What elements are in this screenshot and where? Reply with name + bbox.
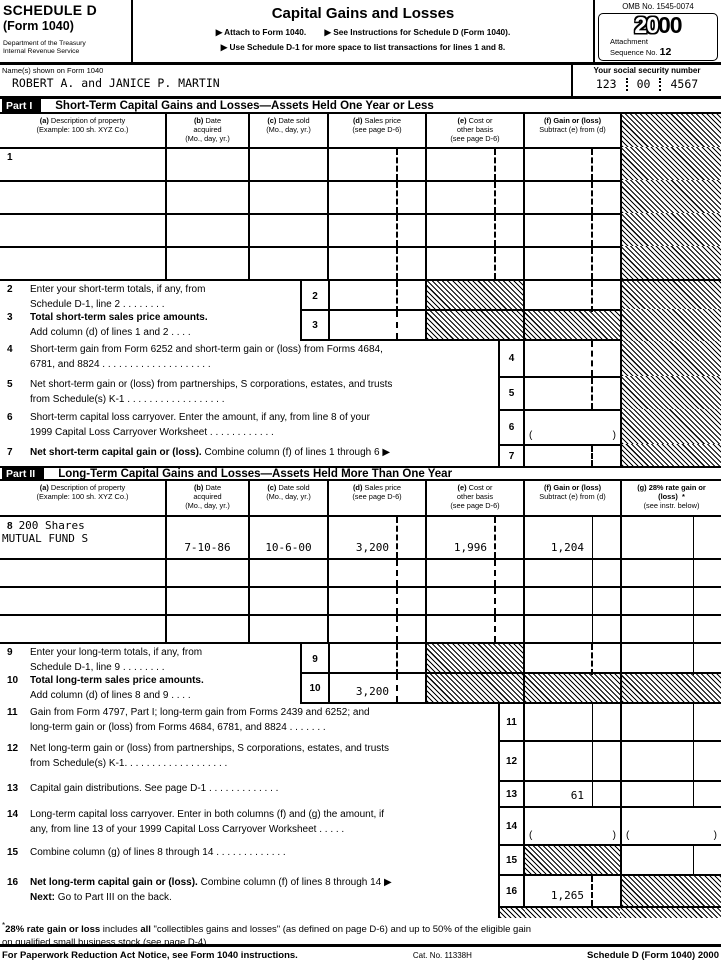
line11-box-number: 11	[498, 704, 525, 740]
line5-row	[0, 376, 721, 409]
line8-28pct-cell[interactable]	[620, 558, 721, 586]
schedule-label: SCHEDULE D	[3, 2, 98, 18]
line1-date-acquired-cell[interactable]	[165, 213, 248, 246]
attachment-sequence: Attachment Sequence No. 12	[610, 37, 672, 58]
part1-lines-2-3	[0, 281, 721, 341]
line14-carryover-f-cell[interactable]: ( )	[525, 806, 620, 844]
line14-row	[0, 806, 721, 844]
attach-notes	[133, 27, 593, 37]
line1-gain-loss-cell[interactable]	[523, 213, 620, 246]
line11-text: 11 Gain from Form 4797, Part I; long-term gain from Forms 2439 and 6252; and long-term gain or (loss) from Forms 4684, 6781, and 8824 . . . . . . .	[7, 707, 370, 733]
line7-amount-cell[interactable]	[525, 444, 620, 466]
line1-date-sold-cell[interactable]	[248, 180, 327, 213]
part1-header-bar	[0, 99, 721, 114]
line9-row	[0, 644, 721, 672]
line3-text: 3 Total short-term sales price amounts. Add column (d) of lines 1 and 2 . . . .	[7, 312, 208, 338]
bottom-strip-hatch	[620, 906, 721, 918]
line10-sales-price-cell[interactable]: 3,200	[330, 672, 425, 704]
line15-box-number: 15	[498, 844, 525, 874]
part1-hatched-column	[620, 147, 721, 180]
col-c-header: (c) Date sold (Mo., day, yr.)	[248, 481, 327, 515]
line12-28pct-cell[interactable]	[620, 740, 721, 780]
line10-hatched-area	[620, 672, 721, 704]
omb-number: OMB No. 1545-0074	[622, 2, 694, 11]
line8-description-cell[interactable]	[0, 614, 165, 642]
line8-data-row	[0, 515, 721, 558]
line5-box-number: 5	[498, 376, 525, 409]
line12-row	[0, 740, 721, 780]
line1-sales-price-cell[interactable]	[327, 180, 425, 213]
part1-hatched-column	[620, 341, 721, 376]
line14-carryover-g-cell[interactable]: ( )	[620, 806, 721, 844]
use-schedule-d1-note: ▶ Use Schedule D-1 for more space to list transactions for lines 1 and 8.	[220, 42, 506, 52]
col-c-header: (c) Date sold (Mo., day, yr.)	[248, 114, 327, 147]
ssn-separator	[659, 78, 661, 91]
line9-28pct-cell[interactable]	[620, 644, 721, 675]
part1-title: Short-Term Capital Gains and Losses—Assets Held One Year or Less	[55, 99, 434, 112]
line8-extra-row	[0, 558, 721, 586]
form-header	[0, 0, 721, 65]
attach-note: ▶ Attach to Form 1040.	[215, 27, 307, 37]
taxpayer-name-value[interactable]: ROBERT A. and JANICE P. MARTIN	[12, 76, 220, 90]
part1-label: Part I	[2, 99, 41, 112]
line1-date-sold-cell[interactable]	[248, 213, 327, 246]
line1-date-acquired-cell[interactable]	[165, 246, 248, 279]
line13-box-number: 13	[498, 780, 525, 806]
part1-hatched-column	[620, 114, 721, 147]
part1-hatched-column	[620, 376, 721, 409]
line10-hatched-area	[523, 672, 620, 704]
line8-date-acquired-cell[interactable]	[165, 586, 248, 614]
form-footer-id: Schedule D (Form 1040) 2000	[587, 950, 719, 961]
line5-text: 5 Net short-term gain or (loss) from partnerships, S corporations, estates, and trusts from Schedule(s) K-1 . . . . . . . . . . . . . . . . . .	[7, 379, 393, 405]
line10-hatched-area	[425, 672, 523, 704]
line15-text: 15 Combine column (g) of lines 8 through 14 . . . . . . . . . . . . .	[7, 847, 286, 858]
line1-description-cell[interactable]	[0, 246, 165, 279]
part1-hatched-column	[620, 444, 721, 466]
line2-gain-loss-cell[interactable]	[523, 281, 620, 312]
part1-line1-row	[0, 180, 721, 213]
line7-box-number: 7	[498, 444, 525, 466]
line12-box-number: 12	[498, 740, 525, 780]
footnote-star: *	[2, 921, 6, 930]
col-a-header: (a) Description of property (Example: 100 sh. XYZ Co.)	[36, 483, 129, 502]
line8-description-cell[interactable]	[0, 586, 165, 614]
line2-box-number: 2	[300, 281, 330, 312]
line8-date-sold-cell[interactable]: 10-6-00	[248, 515, 327, 558]
bottom-strip-hatch	[498, 906, 525, 918]
line8-date-acquired-cell[interactable]: 7-10-86	[165, 515, 248, 558]
part1-line1-row	[0, 147, 721, 180]
col-a-header: (a) Description of property (Example: 100 sh. XYZ Co.)	[36, 116, 129, 135]
line1-gain-loss-cell[interactable]	[523, 246, 620, 279]
part2-title: Long-Term Capital Gains and Losses—Assets Held More Than One Year	[58, 467, 453, 480]
line2-row	[0, 281, 721, 309]
part1-hatched-column	[620, 180, 721, 213]
form-title: Capital Gains and Losses	[271, 5, 455, 22]
omb-block	[593, 0, 721, 62]
line8-description-1[interactable]: 200 Shares	[18, 519, 85, 532]
form-id-block	[0, 0, 133, 62]
paperwork-notice: For Paperwork Reduction Act Notice, see Form 1040 instructions.	[2, 950, 298, 961]
line8-gain-loss-cell[interactable]: 1,204	[523, 515, 620, 558]
line7-text: 7 Net short-term capital gain or (loss). Combine column (f) of lines 1 through 6 ▶	[7, 447, 391, 458]
line16-hatched-g	[620, 874, 721, 906]
line8-cost-basis-cell[interactable]	[425, 558, 523, 586]
line11-gain-cell[interactable]	[525, 704, 620, 740]
line9-hatched-cost	[425, 644, 523, 675]
line1-date-sold-cell[interactable]	[248, 147, 327, 180]
col-b-header: (b) Date acquired (Mo., day, yr.)	[165, 114, 248, 147]
line15-28pct-cell[interactable]	[620, 844, 721, 874]
line8-sales-price-cell[interactable]	[327, 614, 425, 642]
line14-box-number: 14	[498, 806, 525, 844]
line8-description-cell[interactable]	[0, 558, 165, 586]
line6-amount-cell[interactable]: ( )	[525, 409, 620, 444]
line16-text: 16 Net long-term capital gain or (loss). Combine column (f) of lines 8 through 14 ▶ Next: Go to Part III on the back.	[7, 877, 392, 903]
line8-date-sold-cell[interactable]	[248, 586, 327, 614]
line8-date-sold-cell[interactable]	[248, 614, 327, 642]
line2-text: 2 Enter your short-term totals, if any, from Schedule D-1, line 2 . . . . . . . .	[7, 284, 206, 310]
line4-row	[0, 341, 721, 376]
line8-28pct-cell[interactable]	[620, 586, 721, 614]
tax-year: 2000	[634, 12, 682, 38]
col-g-header: (g) 28% rate gain or (loss) * (see instr. below)	[620, 481, 721, 515]
line8-cost-basis-cell[interactable]: 1,996	[425, 515, 523, 558]
line8-sales-price-cell[interactable]	[327, 558, 425, 586]
line1-date-acquired-cell[interactable]	[165, 147, 248, 180]
part1-hatched-column	[620, 309, 721, 341]
line1-cost-basis-cell[interactable]	[425, 246, 523, 279]
line5-amount-cell[interactable]	[525, 376, 620, 409]
bottom-strip-empty	[0, 906, 498, 918]
line8-description-2[interactable]: MUTUAL FUND S	[2, 532, 89, 545]
footnote-28pct: *28% rate gain or loss includes all "collectibles gains and losses" (as defined on page D-6) and up to 50% of the eligible gain on qualified small business stock (see page D-4).	[2, 921, 532, 948]
line15-hatched-f	[525, 844, 620, 874]
form-number: (Form 1040)	[3, 19, 74, 33]
part1-line1-row	[0, 246, 721, 279]
part1-column-header-row	[0, 114, 721, 147]
line1-description-cell[interactable]	[0, 180, 165, 213]
line6-row	[0, 409, 721, 444]
line9-sales-price-cell[interactable]	[330, 644, 425, 675]
line13-distributions-cell[interactable]: 61	[525, 780, 620, 806]
line16-net-gain-cell[interactable]: 1,265	[525, 874, 620, 906]
name-field[interactable]	[0, 65, 571, 96]
line12-text: 12 Net long-term gain or (loss) from partnerships, S corporations, estates, and trusts from Schedule(s) K-1. . . . . . . . . . . . . . . . . . .	[7, 743, 390, 769]
part1-lines-4-7	[0, 341, 721, 466]
line3-hatched-area	[523, 309, 620, 341]
catalog-number: Cat. No. 11338H	[412, 951, 472, 960]
see-instructions-note: ▶ See Instructions for Schedule D (Form 1040).	[324, 27, 511, 37]
part2-label: Part II	[2, 468, 44, 479]
line1-gain-loss-cell[interactable]	[523, 147, 620, 180]
line3-hatched-area	[425, 309, 523, 341]
col-d-header: (d) Sales price (see page D-6)	[327, 114, 425, 147]
line4-text: 4 Short-term gain from Form 6252 and short-term gain or (loss) from Forms 4684, 6781, and 8824 . . . . . . . . . . . . . . . . . . . .	[7, 344, 383, 370]
form-title-block	[133, 0, 593, 62]
col-f-header: (f) Gain or (loss) Subtract (e) from (d)	[523, 481, 620, 515]
line8-gain-loss-cell[interactable]	[523, 558, 620, 586]
line6-text: 6 Short-term capital loss carryover. Enter the amount, if any, from line 8 of your 1999 Capital Loss Carryover Worksheet . . . . . . . . . . . .	[7, 412, 370, 438]
line1-description-cell[interactable]: 1	[0, 147, 165, 180]
line7-row	[0, 444, 721, 466]
name-field-label: Name(s) shown on Form 1040	[2, 66, 104, 75]
line1-sales-price-cell[interactable]	[327, 147, 425, 180]
department-label: Department of the Treasury Internal Revenue Service	[3, 40, 86, 56]
footnote-star-ref: *	[681, 492, 685, 502]
line8-date-acquired-cell[interactable]	[165, 558, 248, 586]
line9-gain-loss-cell[interactable]	[523, 644, 620, 675]
line1-sales-price-cell[interactable]	[327, 213, 425, 246]
line1-cost-basis-cell[interactable]	[425, 147, 523, 180]
taxpayer-row	[0, 65, 721, 99]
line9-box-number: 9	[300, 644, 330, 675]
line2-hatched-cost	[425, 281, 523, 312]
col-d-header: (d) Sales price (see page D-6)	[327, 481, 425, 515]
line13-28pct-cell[interactable]	[620, 780, 721, 806]
line8-date-acquired-cell[interactable]	[165, 614, 248, 642]
line15-row	[0, 844, 721, 874]
part1-hatched-column	[620, 281, 721, 312]
line10-row	[0, 672, 721, 704]
year-box	[598, 13, 718, 61]
sequence-number: 12	[659, 46, 672, 58]
line8-cost-basis-cell[interactable]	[425, 586, 523, 614]
col-b-header: (b) Date acquired (Mo., day, yr.)	[165, 481, 248, 515]
line1-description-cell[interactable]	[0, 213, 165, 246]
col-e-header: (e) Cost or other basis (see page D-6)	[425, 114, 523, 147]
line9-text: 9 Enter your long-term totals, if any, from Schedule D-1, line 9 . . . . . . . .	[7, 647, 203, 673]
line10-text: 10 Total long-term sales price amounts. Add column (d) of lines 8 and 9 . . . .	[7, 675, 204, 701]
line6-box-number: 6	[498, 409, 525, 444]
line8-cost-basis-cell[interactable]	[425, 614, 523, 642]
part1-hatched-column	[620, 213, 721, 246]
part1-hatched-column	[620, 409, 721, 444]
line1-cost-basis-cell[interactable]	[425, 213, 523, 246]
line3-row	[0, 309, 721, 341]
line4-box-number: 4	[498, 341, 525, 376]
part1-table	[0, 114, 721, 281]
ssn-separator	[626, 78, 628, 91]
line8-date-sold-cell[interactable]	[248, 558, 327, 586]
line16-box-number: 16	[498, 874, 525, 906]
line8-description-cell[interactable]: 8 200 Shares MUTUAL FUND S	[0, 515, 165, 558]
line4-amount-cell[interactable]	[525, 341, 620, 376]
line13-row	[0, 780, 721, 806]
part2-table	[0, 481, 721, 644]
line11-28pct-cell[interactable]	[620, 704, 721, 740]
line1-cost-basis-cell[interactable]	[425, 180, 523, 213]
line8-extra-row	[0, 614, 721, 642]
line8-28pct-cell[interactable]	[620, 614, 721, 642]
part2-header-bar	[0, 466, 721, 481]
line1-gain-loss-cell[interactable]	[523, 180, 620, 213]
ssn-value[interactable]: 123 00 4567	[595, 77, 699, 91]
bottom-strip-hatch	[525, 906, 620, 918]
part2-bottom-strip	[0, 906, 721, 918]
line3-box-number: 3	[300, 309, 330, 341]
line8-extra-row	[0, 586, 721, 614]
line1-sales-price-cell[interactable]	[327, 246, 425, 279]
line8-gain-loss-cell[interactable]	[523, 586, 620, 614]
ssn-field-label: Your social security number	[593, 66, 701, 75]
line14-text: 14 Long-term capital loss carryover. Enter in both columns (f) and (g) the amount, if any, from line 13 of your 1999 Capital Loss Carryover Worksheet . . . . .	[7, 809, 385, 835]
line8-sales-price-cell[interactable]: 3,200	[327, 515, 425, 558]
part2-lines-11-16	[0, 704, 721, 918]
line16-row	[0, 874, 721, 906]
line1-date-acquired-cell[interactable]	[165, 180, 248, 213]
part1-line1-row	[0, 213, 721, 246]
line8-28pct-cell[interactable]	[620, 515, 721, 558]
line12-gain-cell[interactable]	[525, 740, 620, 780]
part2-column-header-row	[0, 481, 721, 515]
line1-date-sold-cell[interactable]	[248, 246, 327, 279]
line11-row	[0, 704, 721, 740]
part2-lines-9-10	[0, 644, 721, 704]
line3-sales-price-cell[interactable]	[330, 309, 425, 341]
line10-box-number: 10	[300, 672, 330, 704]
line8-gain-loss-cell[interactable]	[523, 614, 620, 642]
line13-text: 13 Capital gain distributions. See page D-1 . . . . . . . . . . . . .	[7, 783, 279, 794]
line8-sales-price-cell[interactable]	[327, 586, 425, 614]
col-e-header: (e) Cost or other basis (see page D-6)	[425, 481, 523, 515]
part1-hatched-column	[620, 246, 721, 279]
line2-sales-price-cell[interactable]	[330, 281, 425, 312]
col-f-header: (f) Gain or (loss) Subtract (e) from (d)	[523, 114, 620, 147]
ssn-field[interactable]	[571, 65, 721, 96]
